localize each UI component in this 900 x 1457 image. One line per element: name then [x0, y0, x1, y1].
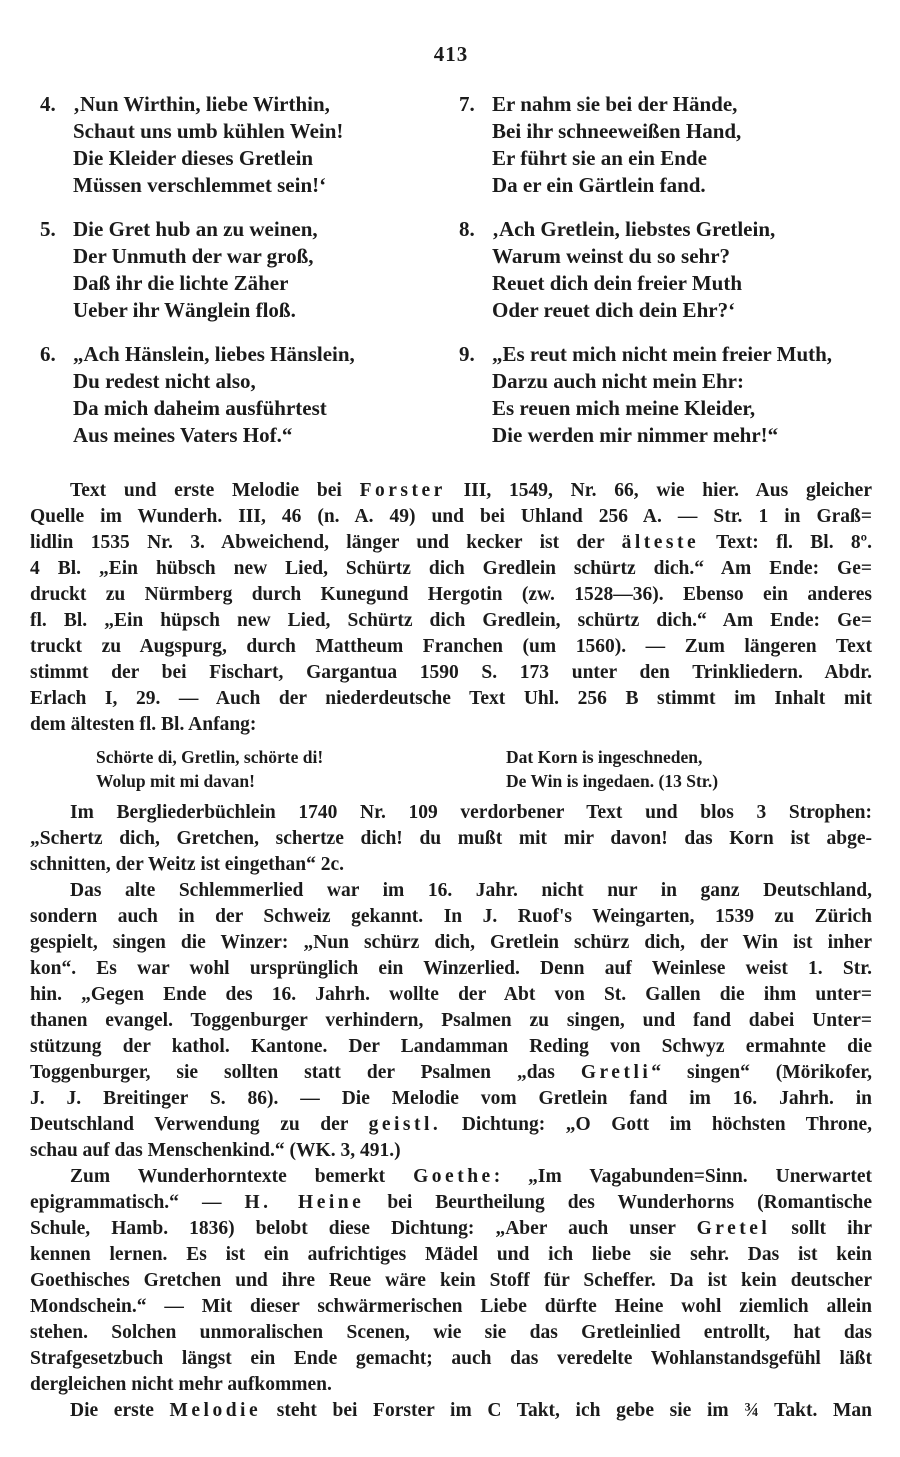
- prose-line: [30, 478, 872, 504]
- verse-line: „Es reut mich nicht mein freier Muth,: [492, 342, 833, 366]
- stanza: [459, 216, 872, 324]
- stanza-lines: [492, 91, 741, 199]
- verse-line: Müssen verschlemmet sein!‘: [73, 173, 327, 197]
- verse-line: Es reuen mich meine Kleider,: [492, 396, 756, 420]
- letterspaced-text: älteste: [621, 532, 700, 553]
- stanza-number: 7.: [459, 92, 475, 116]
- page-number: 413: [433, 42, 469, 66]
- verse-line: ‚Nun Wirthin, liebe Wirthin,: [73, 92, 330, 116]
- verse-line: Aus meines Vaters Hof.“: [73, 423, 293, 447]
- prose-line: druckt zu Nürmberg durch Kunegund Hergotin (zw. 1528—36). Ebenso ein anderes: [30, 584, 872, 605]
- stanza: [40, 341, 453, 449]
- prose-line: [30, 1216, 872, 1242]
- verse-line: Bei ihr schneeweißen Hand,: [492, 119, 742, 143]
- stanza-lines: [73, 341, 355, 449]
- verse-line: Da mich daheim ausführtest: [73, 396, 327, 420]
- verse-line: Da er ein Gärtlein fand.: [492, 173, 706, 197]
- stanza-number: 6.: [40, 342, 56, 366]
- text-run: Schule, Hamb. 1836) belobt diese Dichtung: „Aber auch unser: [30, 1218, 697, 1239]
- paragraph-schlemmerlied: [30, 878, 872, 1164]
- text-run: sollt ihr: [770, 1218, 872, 1239]
- text-run: Toggenburger, sie sollten statt der Psalmen „das: [30, 1062, 581, 1083]
- letterspaced-text: Gretli: [580, 1062, 652, 1083]
- stanza: [40, 91, 453, 199]
- prose-line: J. J. Breitinger S. 86). — Die Melodie vom Gretlein fand im 16. Jahrh. in: [30, 1088, 872, 1109]
- verse-line: Die Gret hub an zu weinen,: [73, 217, 318, 241]
- stanza: [459, 341, 872, 449]
- prose-line: 4 Bl. „Ein hübsch new Lied, Schürtz dich Gredlein schürtz dich.“ Am Ende: Ge=: [30, 558, 872, 579]
- verse-line: Warum weinst du so sehr?: [492, 244, 731, 268]
- verse-line: ‚Ach Gretlein, liebstes Gretlein,: [492, 217, 776, 241]
- prose-line: gespielt, singen die Winzer: „Nun schürz dich, Gretlein schürz dich, der Win ist inher: [30, 932, 872, 953]
- verse-line: Reuet dich dein freier Muth: [492, 271, 743, 295]
- prose-line: „Schertz dich, Gretchen, schertze dich! du mußt mit mir davon! das Korn ist abge-: [30, 828, 872, 849]
- text-run: Dichtung: „O Gott im höchsten Throne,: [441, 1114, 872, 1135]
- prose-line: hin. „Gegen Ende des 16. Jahrh. wollte der Abt von St. Gallen die ihm unter=: [30, 984, 872, 1005]
- paragraph-melodie: [30, 1398, 872, 1424]
- prose-line: [30, 1060, 872, 1086]
- paragraph-sources: [30, 478, 872, 738]
- text-run: bei Beurtheilung des Wunderhorns (Romantische: [364, 1192, 872, 1213]
- text-run: Zum Wunderhorntexte bemerkt: [70, 1166, 414, 1187]
- paragraph-goethe-heine: [30, 1164, 872, 1398]
- quote-line: Dat Korn is ingeschneden,: [506, 747, 703, 767]
- verse-line: Schaut uns umb kühlen Wein!: [73, 119, 344, 143]
- quote-column-left: [96, 745, 444, 793]
- letterspaced-text: Gretel: [696, 1218, 771, 1239]
- prose-line: [30, 1164, 872, 1190]
- prose-line: thanen evangel. Toggenburger verhindern, Psalmen zu singen, und fand dabei Unter=: [30, 1010, 872, 1031]
- quote-line: Wolup mit mi davan!: [96, 771, 255, 791]
- text-run: lidlin 1535 Nr. 3. Abweichend, länger und kecker ist der: [30, 532, 622, 553]
- stanza: [40, 216, 453, 324]
- stanza-lines: [73, 91, 343, 199]
- verse-line: Oder reuet dich dein Ehr?‘: [492, 298, 736, 322]
- prose-line: dergleichen nicht mehr aufkommen.: [30, 1374, 332, 1395]
- text-run: epigrammatisch.“ —: [30, 1192, 245, 1213]
- prose-line: fl. Bl. „Ein hüpsch new Lied, Schürtz dich Gredlein, schürtz dich.“ Am Ende: Ge=: [30, 610, 872, 631]
- text-run: steht bei Forster im C Takt, ich gebe sie im ¾ Takt. Man: [261, 1400, 872, 1421]
- text-run: III, 1549, Nr. 66, wie hier. Aus gleicher: [445, 480, 872, 501]
- paragraph-bergliederbuechlein: [30, 800, 872, 878]
- prose-line: dem ältesten fl. Bl. Anfang:: [30, 714, 257, 735]
- prose-line: [30, 1112, 872, 1138]
- prose-line: Quelle im Wunderh. III, 46 (n. A. 49) und bei Uhland 256 A. — Str. 1 in Graß=: [30, 506, 872, 527]
- text-run: Deutschland Verwendung zu der: [30, 1114, 369, 1135]
- verse-line: Die Kleider dieses Gretlein: [73, 146, 314, 170]
- prose-line: stimmt der bei Fischart, Gargantua 1590 S. 173 unter den Trinkliedern. Abdr.: [30, 662, 872, 683]
- verse-line: Er führt sie an ein Ende: [492, 146, 707, 170]
- stanza-number: 4.: [40, 92, 56, 116]
- quote-column-right: [506, 745, 718, 793]
- verse-line: Ueber ihr Wänglein floß.: [73, 298, 296, 322]
- text-run: “ singen“ (Mörikofer,: [651, 1062, 872, 1083]
- verse-line: Der Unmuth der war groß,: [73, 244, 314, 268]
- stanza-lines: [492, 341, 832, 449]
- stanza-number: 5.: [40, 217, 56, 241]
- prose-line: stehen. Solchen unmoralischen Scenen, wie sie das Gretleinlied entrollt, hat das: [30, 1322, 872, 1343]
- verse-line: Du redest nicht also,: [73, 369, 256, 393]
- quote-line: De Win is ingedaen. (13 Str.): [506, 771, 719, 791]
- song-quote-block: [96, 745, 872, 793]
- prose-line: kon“. Es war wohl ursprünglich ein Winzerlied. Denn auf Weinlese weist 1. Str.: [30, 958, 872, 979]
- prose-line: sondern auch in der Schweiz gekannt. In J. Ruof's Weingarten, 1539 zu Zürich: [30, 906, 872, 927]
- prose-line: stützung der kathol. Kantone. Der Landamman Reding von Schwyz ermahnte die: [30, 1036, 872, 1057]
- text-run: Die erste: [70, 1400, 170, 1421]
- quote-line: Schörte di, Gretlin, schörte di!: [96, 747, 324, 767]
- prose-line: Mondschein.“ — Mit dieser schwärmerischen Liebe dürfte Heine wohl ziemlich allein: [30, 1296, 872, 1317]
- verse-line: Daß ihr die lichte Zäher: [73, 271, 289, 295]
- letterspaced-text: Melodie: [169, 1400, 262, 1421]
- prose-line: truckt zu Augspurg, durch Mattheum Franchen (um 1560). — Zum längeren Text: [30, 636, 872, 657]
- text-run: Text und erste Melodie bei: [70, 480, 360, 501]
- stanza-number: 9.: [459, 342, 475, 366]
- prose-line: Erlach I, 29. — Auch der niederdeutsche Text Uhl. 256 B stimmt im Inhalt mit: [30, 688, 872, 709]
- stanza-number: 8.: [459, 217, 475, 241]
- verse-section: [30, 91, 872, 466]
- prose-line: schau auf das Menschenkind.“ (WK. 3, 491.): [30, 1140, 401, 1161]
- letterspaced-text: Goethe: [413, 1166, 494, 1187]
- prose-line: schnitten, der Weitz ist eingethan“ 2c.: [30, 854, 344, 875]
- stanza: [459, 91, 872, 199]
- text-run: : „Im Vagabunden=Sinn. Unerwartet: [493, 1166, 872, 1187]
- verse-column-right: [453, 91, 872, 466]
- prose-line: Goethisches Gretchen und ihre Reue wäre kein Stoff für Scheffer. Da ist kein deutscher: [30, 1270, 872, 1291]
- commentary-section: [30, 478, 872, 1424]
- text-run: Text: fl. Bl. 8º.: [699, 532, 872, 553]
- prose-line: [30, 1190, 872, 1216]
- letterspaced-text: H. Heine: [244, 1192, 365, 1213]
- letterspaced-text: geistl.: [368, 1114, 442, 1135]
- verse-line: Er nahm sie bei der Hände,: [492, 92, 738, 116]
- verse-column-left: [30, 91, 453, 466]
- prose-line: [30, 1398, 872, 1424]
- verse-line: Darzu auch nicht mein Ehr:: [492, 369, 744, 393]
- prose-line: [30, 530, 872, 556]
- prose-line: Das alte Schlemmerlied war im 16. Jahr. nicht nur in ganz Deutschland,: [70, 880, 872, 901]
- stanza-lines: [73, 216, 318, 324]
- prose-line: Strafgesetzbuch längst ein Ende gemacht; auch das veredelte Wohlanstandsgefühl läßt: [30, 1348, 872, 1369]
- prose-line: kennen lernen. Es ist ein aufrichtiges Mädel und ich liebe sie sehr. Das ist kein: [30, 1244, 872, 1265]
- verse-line: „Ach Hänslein, liebes Hänslein,: [73, 342, 355, 366]
- verse-line: Die werden mir nimmer mehr!“: [492, 423, 779, 447]
- stanza-lines: [492, 216, 775, 324]
- prose-line: Im Bergliederbüchlein 1740 Nr. 109 verdorbener Text und blos 3 Strophen:: [70, 802, 872, 823]
- letterspaced-text: Forster: [359, 480, 446, 501]
